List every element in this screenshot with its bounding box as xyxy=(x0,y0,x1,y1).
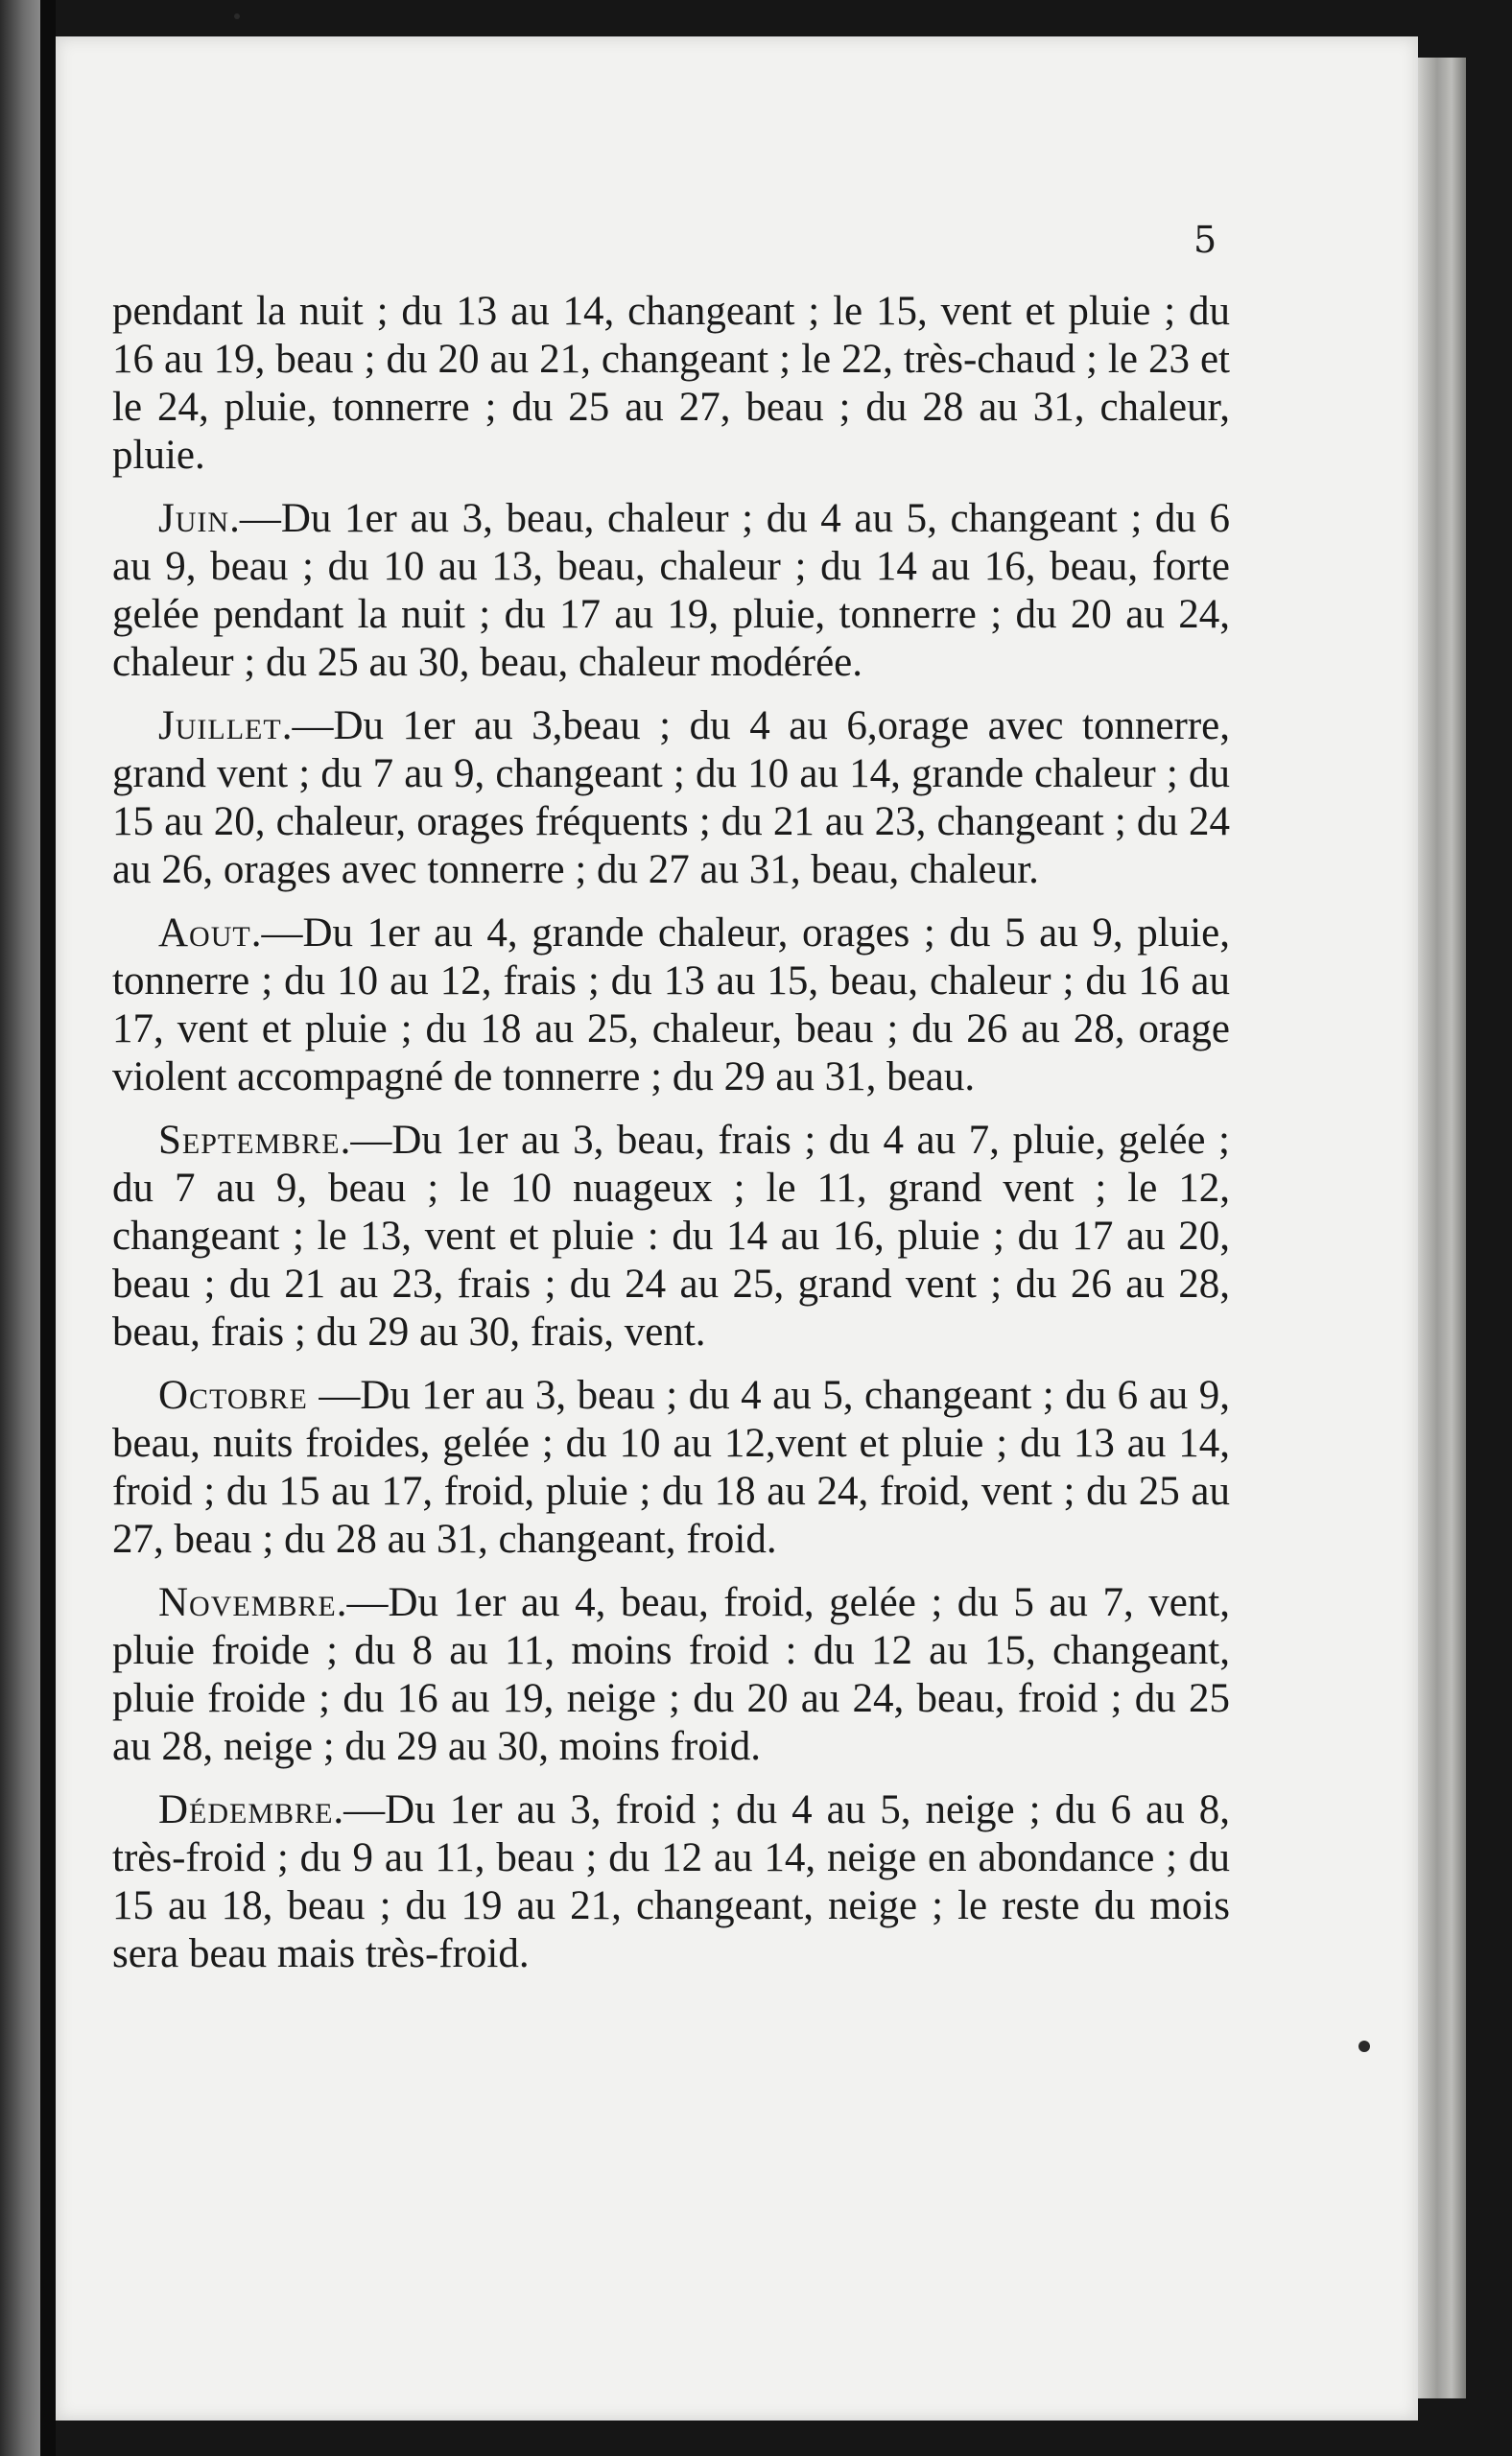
calendar-forecast-text xyxy=(112,288,1230,1994)
month-heading: Dédembre xyxy=(158,1787,334,1832)
page-number: 5 xyxy=(1193,219,1217,261)
paragraph-septembre xyxy=(112,1117,1230,1357)
month-heading: Novembre xyxy=(158,1580,337,1625)
paragraph-text: .—Du 1er au 3, beau, chaleur ; du 4 au 5, changeant ; du 6 au 9, beau ; du 10 au 13, beau, chaleur ; du 14 au 16, beau, forte gelée pendant la nuit ; du 17 au 19, pluie, tonnerre ; du 20 au 24, chaleur ; du 25 au 30, beau, chaleur modérée. xyxy=(112,496,1230,685)
paragraph-text: .—Du 1er au 4, beau, froid, gelée ; du 5 au 7, vent, pluie froide ; du 8 au 11, moins froid : du 12 au 15, changeant, pluie froide ; du 16 au 19, neige ; du 20 au 24, beau, froid ; du 25 au 28, neige ; du 29 au 30, moins froid. xyxy=(112,1580,1230,1769)
paragraph-decembre xyxy=(112,1786,1230,1978)
left-page-edge xyxy=(0,0,40,2456)
paragraph-text: .—Du 1er au 3, froid ; du 4 au 5, neige ; du 6 au 8, très-froid ; du 9 au 11, beau ; du 12 au 14, neige en abondance ; du 15 au 18, beau ; du 19 au 21, changeant, neige ; le reste du mois sera beau mais très-froid. xyxy=(112,1787,1230,1976)
paragraph-novembre xyxy=(112,1579,1230,1771)
page-stack-edge xyxy=(1418,58,1466,2398)
month-heading: Septembre xyxy=(158,1118,341,1163)
ink-speck xyxy=(1358,2041,1370,2052)
month-heading: Aout xyxy=(158,910,251,956)
ink-speck xyxy=(234,13,240,19)
paragraph-continuation xyxy=(112,288,1230,480)
book-gutter xyxy=(40,0,56,2456)
paragraph-octobre xyxy=(112,1372,1230,1564)
paragraph-text: pendant la nuit ; du 13 au 14, changeant ; le 15, vent et pluie ; du 16 au 19, beau ; du 20 au 21, changeant ; le 22, très-chaud ; le 23 et le 24, pluie, tonnerre ; du 25 au 27, beau ; du 28 au 31, chaleur, pluie. xyxy=(112,289,1230,478)
paragraph-aout xyxy=(112,909,1230,1101)
month-heading: Octobre xyxy=(158,1373,308,1418)
month-heading: Juillet xyxy=(158,703,282,748)
paragraph-text: .—Du 1er au 3,beau ; du 4 au 6,orage avec tonnerre, grand vent ; du 7 au 9, changeant ; du 10 au 14, grande chaleur ; du 15 au 20, chaleur, orages fréquents ; du 21 au 23, changeant ; du 24 au 26, orages avec tonnerre ; du 27 au 31, beau, chaleur. xyxy=(112,703,1230,892)
paragraph-juin xyxy=(112,495,1230,687)
paragraph-text: —Du 1er au 3, beau ; du 4 au 5, changeant ; du 6 au 9, beau, nuits froides, gelée ; du 10 au 12,vent et pluie ; du 13 au 14, froid ; du 15 au 17, froid, pluie ; du 18 au 24, froid, vent ; du 25 au 27, beau ; du 28 au 31, changeant, froid. xyxy=(112,1373,1230,1562)
paragraph-text: .—Du 1er au 4, grande chaleur, orages ; du 5 au 9, pluie, tonnerre ; du 10 au 12, frais ; du 13 au 15, beau, chaleur ; du 16 au 17, vent et pluie ; du 18 au 25, chaleur, beau ; du 26 au 28, orage violent accompagné de tonnerre ; du 29 au 31, beau. xyxy=(112,910,1230,1099)
paragraph-juillet xyxy=(112,702,1230,894)
paragraph-text: .—Du 1er au 3, beau, frais ; du 4 au 7, pluie, gelée ; du 7 au 9, beau ; le 10 nuageux ; le 11, grand vent ; le 12, changeant ; le 13, vent et pluie : du 14 au 16, pluie ; du 17 au 20, beau ; du 21 au 23, frais ; du 24 au 25, grand vent ; du 26 au 28, beau, frais ; du 29 au 30, frais, vent. xyxy=(112,1118,1230,1355)
month-heading: Juin xyxy=(158,496,230,541)
